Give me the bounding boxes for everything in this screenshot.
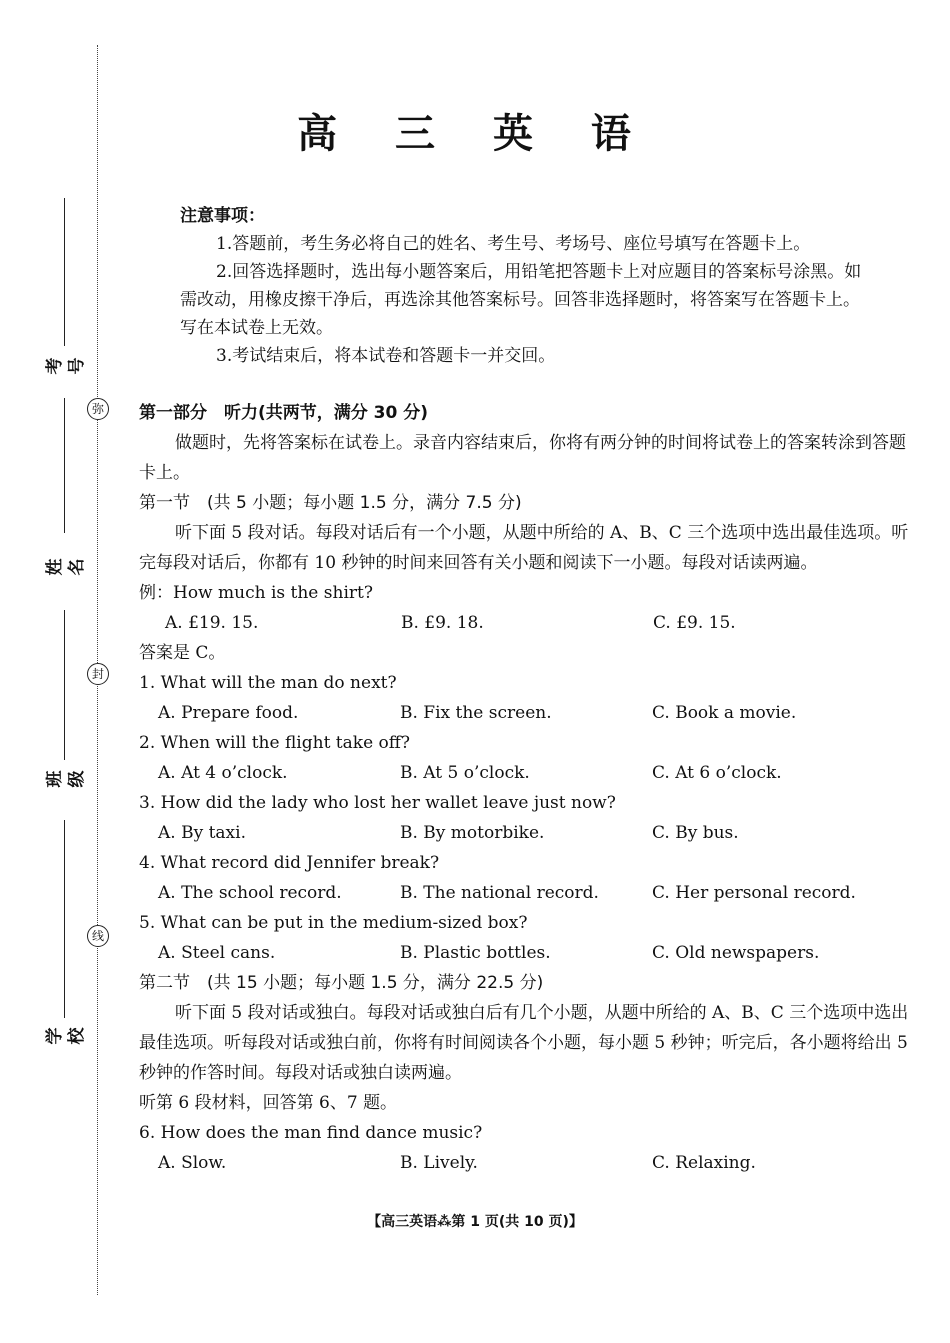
- part1-heading: 第一部分 听力(共两节，满分 30 分): [139, 403, 429, 423]
- option-c: C. Old newspapers.: [652, 943, 820, 963]
- question: 5. What can be put in the medium-sized box?: [139, 913, 528, 933]
- example-question: 例：How much is the shirt?: [139, 583, 373, 603]
- notice-heading: 注意事项：: [180, 206, 265, 226]
- page-title: 高 三 英 语: [297, 111, 653, 157]
- exam-number-label: 考号: [45, 357, 87, 375]
- option-b: B. The national record.: [400, 883, 599, 903]
- notice-item: 1.答题前，考生务必将自己的姓名、考生号、考场号、座位号填写在答题卡上。: [216, 234, 811, 254]
- part1-intro: 做题时，先将答案标在试卷上。录音内容结束后，你将有两分钟的时间将试卷上的答案转涂到答题卡上。: [139, 433, 906, 483]
- example-options: [139, 608, 909, 638]
- option-c: C. £9. 15.: [653, 613, 736, 633]
- question: 2. When will the flight take off?: [139, 733, 410, 753]
- name-label: 姓名: [45, 558, 87, 576]
- question-options: [139, 818, 909, 848]
- question: 3. How did the lady who lost her wallet leave just now?: [139, 793, 616, 813]
- section1-heading: 第一节 (共 5 小题；每小题 1.5 分，满分 7.5 分): [139, 493, 522, 513]
- option-a: A. £19. 15.: [165, 613, 259, 633]
- option-c: C. By bus.: [652, 823, 739, 843]
- page-footer: 【高三英语⁂第 1 页(共 10 页)】: [367, 1214, 583, 1230]
- question-options: [139, 938, 909, 968]
- question-options: [139, 1148, 909, 1178]
- option-b: B. Lively.: [400, 1153, 478, 1173]
- material-note: 听第 6 段材料，回答第 6、7 题。: [139, 1093, 398, 1113]
- seal-feng: 封: [87, 663, 109, 685]
- listening-part: [139, 398, 909, 1178]
- class-label: 班级: [45, 770, 87, 788]
- question: 1. What will the man do next?: [139, 673, 397, 693]
- option-a: A. Steel cans.: [158, 943, 276, 963]
- question: 6. How does the man find dance music?: [139, 1123, 483, 1143]
- option-a: A. The school record.: [158, 883, 342, 903]
- option-c: C. Book a movie.: [652, 703, 797, 723]
- name-line: [64, 398, 65, 533]
- option-b: B. At 5 o’clock.: [400, 763, 530, 783]
- school-label: 学校: [45, 1027, 87, 1045]
- notice-item: 3.考试结束后，将本试卷和答题卡一并交回。: [216, 346, 556, 366]
- class-line: [64, 610, 65, 760]
- option-c: C. Relaxing.: [652, 1153, 756, 1173]
- binding-margin: [0, 0, 120, 1343]
- example-answer: 答案是 C。: [139, 643, 226, 663]
- option-b: B. By motorbike.: [400, 823, 545, 843]
- notice-item: 2.回答选择题时，选出每小题答案后，用铅笔把答题卡上对应题目的答案标号涂黑。如需改动，用橡皮擦干净后，再选涂其他答案标号。回答非选择题时，将答案写在答题卡上。写在本试卷上无效。: [180, 262, 862, 338]
- section1-instructions: 听下面 5 段对话。每段对话后有一个小题，从题中所给的 A、B、C 三个选项中选出最佳选项。听完每段对话后，你都有 10 秒钟的时间来回答有关小题和阅读下一小题。每段对话读两遍。: [139, 523, 909, 573]
- option-b: B. Fix the screen.: [400, 703, 552, 723]
- option-a: A. By taxi.: [158, 823, 246, 843]
- school-line: [64, 820, 65, 1018]
- seal-xian: 线: [87, 925, 109, 947]
- notice-section: [180, 202, 870, 370]
- question: 4. What record did Jennifer break?: [139, 853, 440, 873]
- option-b: B. £9. 18.: [401, 613, 484, 633]
- option-a: A. Slow.: [158, 1153, 227, 1173]
- section2-heading: 第二节 (共 15 小题；每小题 1.5 分，满分 22.5 分): [139, 973, 544, 993]
- option-c: C. At 6 o’clock.: [652, 763, 782, 783]
- question-options: [139, 698, 909, 728]
- option-c: C. Her personal record.: [652, 883, 856, 903]
- option-a: A. Prepare food.: [158, 703, 299, 723]
- seal-mi: 弥: [87, 398, 109, 420]
- option-b: B. Plastic bottles.: [400, 943, 551, 963]
- question-options: [139, 878, 909, 908]
- question-options: [139, 758, 909, 788]
- option-a: A. At 4 o’clock.: [158, 763, 288, 783]
- exam-number-line: [64, 198, 65, 346]
- section2-instructions: 听下面 5 段对话或独白。每段对话或独白后有几个小题，从题中所给的 A、B、C 三个选项中选出最佳选项。听每段对话或独白前，你将有时间阅读各个小题，每小题 5 秒钟；听完后，各小题将给出 5 秒钟的作答时间。每段对话或独白读两遍。: [139, 1003, 909, 1083]
